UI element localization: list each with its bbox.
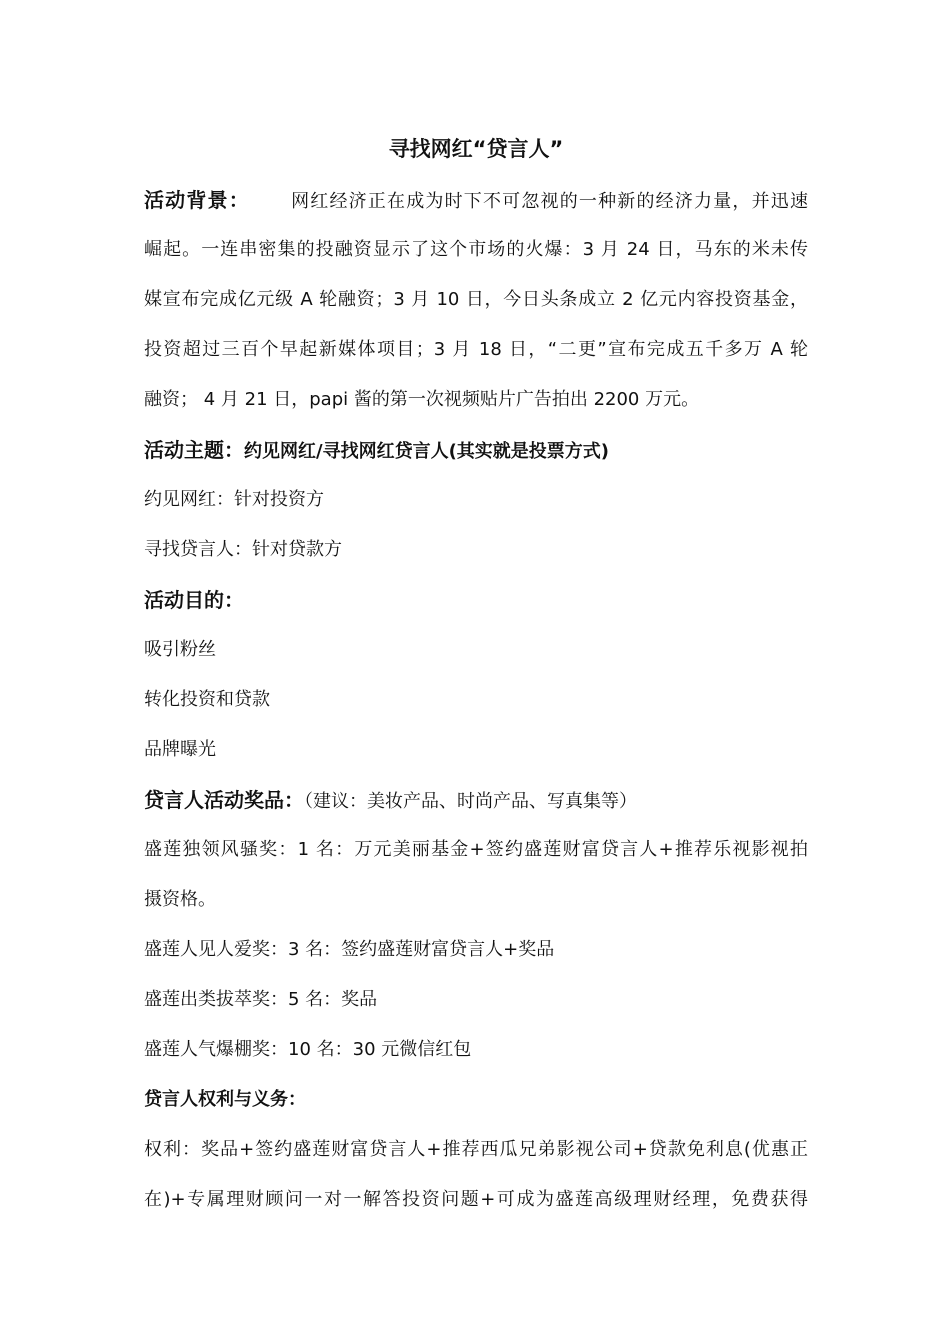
prizes-label: 贷言人活动奖品： — [144, 788, 304, 812]
prize-line-3: 盛莲人见人爱奖：3 名：签约盛莲财富贷言人+奖品 — [144, 939, 555, 960]
rights-label: 贷言人权利与义务： — [144, 1089, 306, 1110]
background-line-3: 媒宣布完成亿元级 A 轮融资；3 月 10 日，今日头条成立 2 亿元内容投资基金， — [144, 289, 808, 310]
purpose-label: 活动目的： — [144, 588, 244, 612]
theme-text: 约见网红/寻找网红贷言人(其实就是投票方式) — [244, 441, 610, 462]
theme-item-1: 约见网红：针对投资方 — [144, 489, 324, 510]
theme-label: 活动主题： — [144, 438, 244, 462]
background-line-1 — [144, 186, 808, 216]
prizes-note: （建议：美妆产品、时尚产品、写真集等） — [304, 791, 637, 812]
prize-line-4: 盛莲出类拔萃奖：5 名：奖品 — [144, 989, 378, 1010]
background-text-1: 网红经济正在成为时下不可忽视的一种新的经济力量，并迅速 — [289, 191, 808, 212]
rights-line-2: 在)+专属理财顾问一对一解答投资问题+可成为盛莲高级理财经理，免费获得 — [144, 1189, 808, 1210]
background-line-2: 崛起。一连串密集的投融资显示了这个市场的火爆：3 月 24 日，马东的米未传 — [144, 239, 808, 260]
prize-line-2: 摄资格。 — [144, 889, 216, 910]
background-line-4: 投资超过三百个早起新媒体项目；3 月 18 日，“二更”宣布完成五千多万 A 轮 — [144, 339, 808, 360]
rights-line — [144, 1086, 808, 1114]
document-title: 寻找网红“贷言人” — [388, 137, 564, 161]
rights-line-1: 权利：奖品+签约盛莲财富贷言人+推荐西瓜兄弟影视公司+贷款免利息(优惠正 — [144, 1139, 808, 1160]
theme-line — [144, 436, 808, 466]
purpose-item-2: 转化投资和贷款 — [144, 689, 270, 710]
background-label: 活动背景： — [144, 188, 250, 212]
purpose-item-3: 品牌曝光 — [144, 739, 216, 760]
purpose-line — [144, 586, 808, 616]
prize-line-5: 盛莲人气爆棚奖：10 名：30 元微信红包 — [144, 1039, 472, 1060]
purpose-item-1: 吸引粉丝 — [144, 639, 216, 660]
prizes-line — [144, 786, 808, 816]
background-line-5: 融资； 4 月 21 日，papi 酱的第一次视频贴片广告拍出 2200 万元。 — [144, 389, 700, 410]
theme-item-2: 寻找贷言人：针对贷款方 — [144, 539, 342, 560]
prize-line-1: 盛莲独领风骚奖：1 名：万元美丽基金+签约盛莲财富贷言人+推荐乐视影视拍 — [144, 839, 808, 860]
